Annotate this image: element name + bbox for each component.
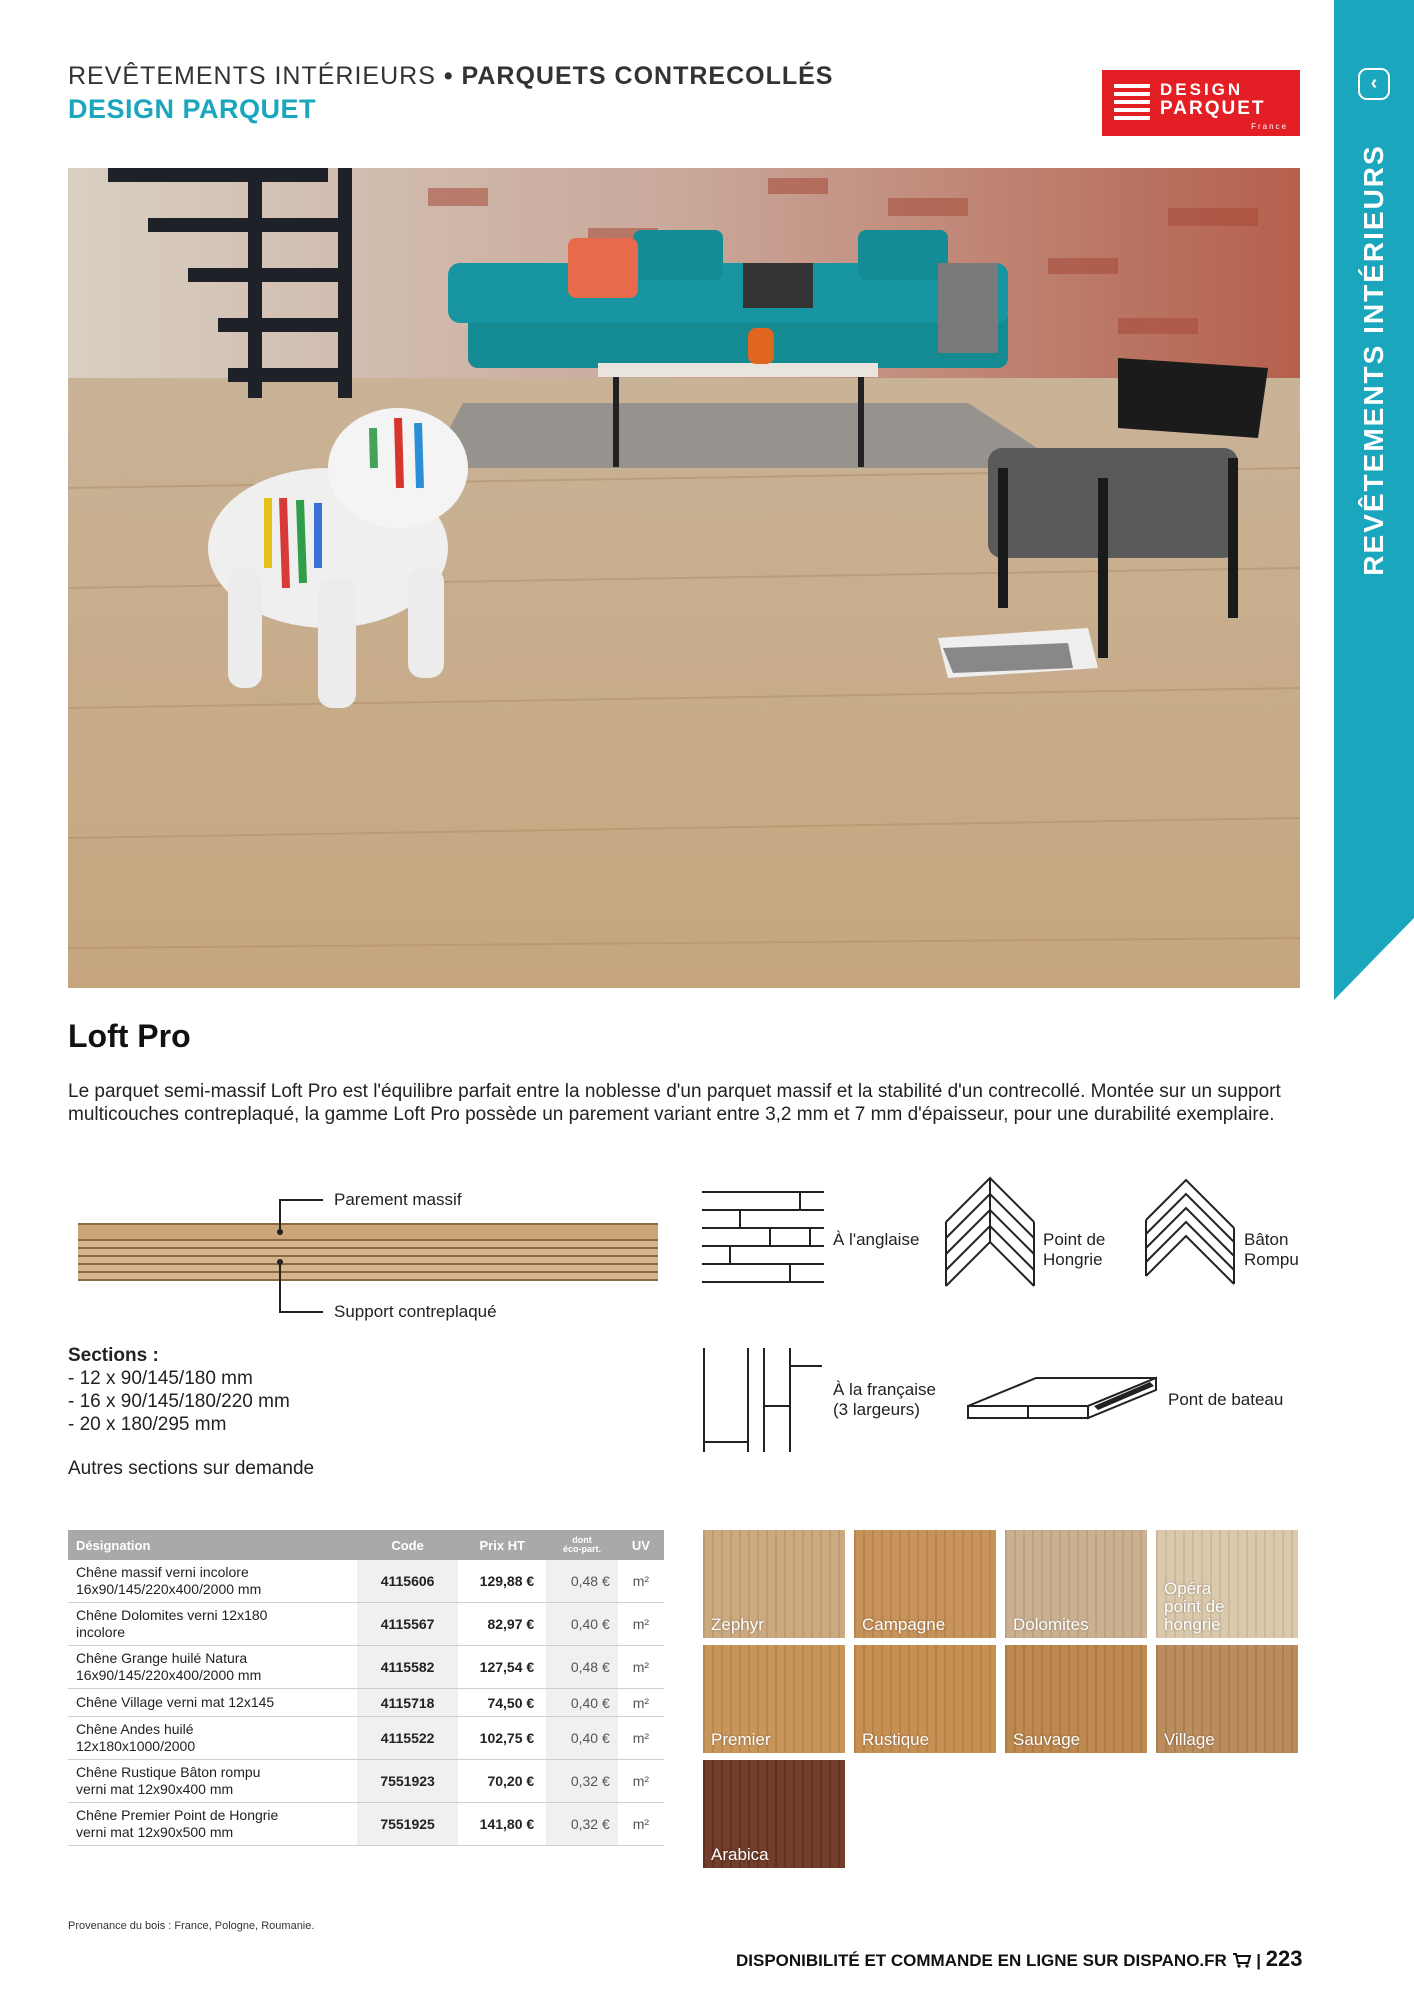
des-line2: incolore	[76, 1624, 126, 1640]
swatch-arabica	[703, 1760, 845, 1868]
swatch-label: Village	[1164, 1730, 1215, 1749]
table-row	[68, 1603, 664, 1646]
col-designation: Désignation	[68, 1530, 357, 1560]
footer-text[interactable]: DISPONIBILITÉ ET COMMANDE EN LIGNE SUR DISPANO.FR	[736, 1951, 1227, 1970]
cell-designation	[68, 1760, 357, 1803]
des-line1: Chêne Grange huilé Natura	[76, 1650, 248, 1666]
francaise-label	[833, 1380, 936, 1420]
logo-line3: France	[1251, 122, 1288, 131]
swatch-label: Zephyr	[711, 1615, 764, 1634]
cell-eco: 0,40 €	[546, 1689, 618, 1717]
table-row	[68, 1803, 664, 1846]
cell-designation	[68, 1560, 357, 1603]
cell-eco: 0,32 €	[546, 1803, 618, 1846]
des-line2: 16x90/145/220x400/2000 mm	[76, 1667, 262, 1683]
cell-uv: m²	[618, 1560, 664, 1603]
logo-line2: PARQUET	[1160, 98, 1266, 119]
col-eco-line1: dont	[572, 1535, 592, 1545]
table-row	[68, 1560, 664, 1603]
baton-rompu-pattern-icon	[1140, 1176, 1240, 1294]
swatch-label: Premier	[711, 1730, 771, 1749]
footer-separator: |	[1256, 1951, 1262, 1970]
bateau-label: Pont de bateau	[1168, 1390, 1284, 1409]
cell-uv: m²	[618, 1717, 664, 1760]
cell-designation	[68, 1646, 357, 1689]
baton-label-line1: Bâton	[1244, 1230, 1289, 1249]
swatch-opera	[1156, 1530, 1298, 1638]
swatch-rustique	[854, 1645, 996, 1753]
page-number: 223	[1265, 1946, 1303, 1971]
breadcrumb	[68, 62, 834, 91]
francaise-label-line2: (3 largeurs)	[833, 1400, 920, 1419]
sections-heading: Sections :	[68, 1345, 159, 1366]
hongrie-label-line2: Hongrie	[1043, 1250, 1103, 1269]
table-row	[68, 1689, 664, 1717]
cell-eco: 0,40 €	[546, 1717, 618, 1760]
swatch-village	[1156, 1645, 1298, 1753]
swatch-label: Arabica	[711, 1845, 769, 1864]
swatch-premier	[703, 1645, 845, 1753]
table-row	[68, 1646, 664, 1689]
francaise-label-line1: À la française	[833, 1380, 936, 1399]
other-sections-note: Autres sections sur demande	[68, 1458, 315, 1479]
swatch-label-line1: Opéra	[1164, 1579, 1212, 1598]
cell-uv: m²	[618, 1803, 664, 1846]
des-line1: Chêne Premier Point de Hongrie	[76, 1807, 279, 1823]
product-title: Loft Pro	[68, 1018, 191, 1054]
swatch-label-line2: point de	[1164, 1597, 1225, 1616]
cell-uv: m²	[618, 1603, 664, 1646]
cell-code: 7551925	[357, 1803, 459, 1846]
anglaise-label: À l'anglaise	[833, 1230, 920, 1249]
cell-prix: 74,50 €	[458, 1689, 546, 1717]
swatch-zephyr	[703, 1530, 845, 1638]
des-line1: Chêne Dolomites verni 12x180	[76, 1607, 268, 1623]
cell-code: 4115567	[357, 1603, 459, 1646]
col-prix: Prix HT	[458, 1530, 546, 1560]
chevron-left-icon[interactable]: ‹	[1358, 68, 1390, 100]
cell-designation	[68, 1689, 357, 1717]
des-line2: verni mat 12x90x400 mm	[76, 1781, 234, 1797]
section-item: - 20 x 180/295 mm	[68, 1414, 227, 1435]
logo-stripes-icon	[1114, 84, 1150, 122]
cell-prix: 102,75 €	[458, 1717, 546, 1760]
section-item: - 16 x 90/145/180/220 mm	[68, 1391, 290, 1412]
logo-line1: DESIGN	[1160, 80, 1244, 99]
table-row	[68, 1717, 664, 1760]
design-parquet-logo	[1102, 70, 1300, 136]
cell-code: 7551923	[357, 1760, 459, 1803]
table-row	[68, 1760, 664, 1803]
side-tab-text: REVÊTEMENTS INTÉRIEURS	[1358, 144, 1389, 576]
point-de-hongrie-pattern-icon	[944, 1176, 1036, 1292]
hongrie-label	[1043, 1230, 1105, 1270]
cell-prix: 70,20 €	[458, 1760, 546, 1803]
col-eco	[546, 1530, 618, 1560]
provenance-note: Provenance du bois : France, Pologne, Roumanie.	[68, 1920, 315, 1932]
separator-dot: •	[443, 62, 454, 90]
swatch-label	[1164, 1580, 1225, 1634]
swatch-campagne	[854, 1530, 996, 1638]
des-line2: 16x90/145/220x400/2000 mm	[76, 1581, 262, 1597]
col-eco-line2: éco-part.	[562, 1544, 601, 1554]
swatch-sauvage	[1005, 1645, 1147, 1753]
category: REVÊTEMENTS INTÉRIEURS	[68, 62, 436, 90]
cell-uv: m²	[618, 1646, 664, 1689]
swatch-dolomites	[1005, 1530, 1147, 1638]
des-line2: 12x180x1000/2000	[76, 1738, 196, 1754]
baton-label	[1244, 1230, 1299, 1270]
pont-de-bateau-pattern-icon	[966, 1374, 1166, 1434]
cell-eco: 0,40 €	[546, 1603, 618, 1646]
hongrie-label-line1: Point de	[1043, 1230, 1106, 1249]
side-tab-label	[1334, 80, 1414, 640]
hero-image	[68, 168, 1300, 988]
des-line2: verni mat 12x90x500 mm	[76, 1824, 234, 1840]
support-label: Support contreplaqué	[334, 1302, 497, 1321]
cell-code: 4115718	[357, 1689, 459, 1717]
cell-prix: 141,80 €	[458, 1803, 546, 1846]
section-item: - 12 x 90/145/180 mm	[68, 1368, 253, 1389]
cell-eco: 0,48 €	[546, 1646, 618, 1689]
col-code: Code	[357, 1530, 459, 1560]
cell-code: 4115606	[357, 1560, 459, 1603]
cell-code: 4115522	[357, 1717, 459, 1760]
cell-designation	[68, 1603, 357, 1646]
sections-list	[68, 1344, 290, 1436]
cell-eco: 0,48 €	[546, 1560, 618, 1603]
cell-uv: m²	[618, 1760, 664, 1803]
cart-icon[interactable]	[1232, 1951, 1257, 1970]
anglaise-pattern-icon	[700, 1188, 830, 1288]
baton-label-line2: Rompu	[1244, 1250, 1299, 1269]
cell-code: 4115582	[357, 1646, 459, 1689]
parement-label: Parement massif	[334, 1190, 462, 1209]
price-table	[68, 1530, 664, 1846]
cell-prix: 82,97 €	[458, 1603, 546, 1646]
swatch-label: Sauvage	[1013, 1730, 1081, 1749]
brand-heading: DESIGN PARQUET	[68, 94, 317, 124]
swatch-label-line3: hongrie	[1164, 1615, 1221, 1634]
des-line1: Chêne Rustique Bâton rompu	[76, 1764, 261, 1780]
des-line1: Chêne Village verni mat 12x145	[76, 1694, 275, 1710]
footer-bar	[736, 1946, 1356, 1972]
swatch-label: Campagne	[862, 1615, 946, 1634]
cell-designation	[68, 1803, 357, 1846]
col-uv: UV	[618, 1530, 664, 1560]
subcategory: PARQUETS CONTRECOLLÉS	[461, 62, 834, 90]
des-line1: Chêne massif verni incolore	[76, 1564, 249, 1580]
cell-designation	[68, 1717, 357, 1760]
swatch-label: Rustique	[862, 1730, 930, 1749]
table-header-row	[68, 1530, 664, 1560]
cell-uv: m²	[618, 1689, 664, 1717]
swatch-label: Dolomites	[1013, 1615, 1089, 1634]
des-line1: Chêne Andes huilé	[76, 1721, 194, 1737]
cell-prix: 129,88 €	[458, 1560, 546, 1603]
francaise-pattern-icon	[700, 1346, 830, 1456]
product-intro: Le parquet semi-massif Loft Pro est l'équilibre parfait entre la noblesse d'un parquet massif et la stabilité d'un contrecollé. Montée sur un support multicouches contreplaqué, la gamme Loft Pro possède un parement variant entre 3,2 mm et 7 mm d'épaisseur, pour une durabilité exemplaire.	[68, 1081, 1281, 1125]
cell-prix: 127,54 €	[458, 1646, 546, 1689]
cell-eco: 0,32 €	[546, 1760, 618, 1803]
